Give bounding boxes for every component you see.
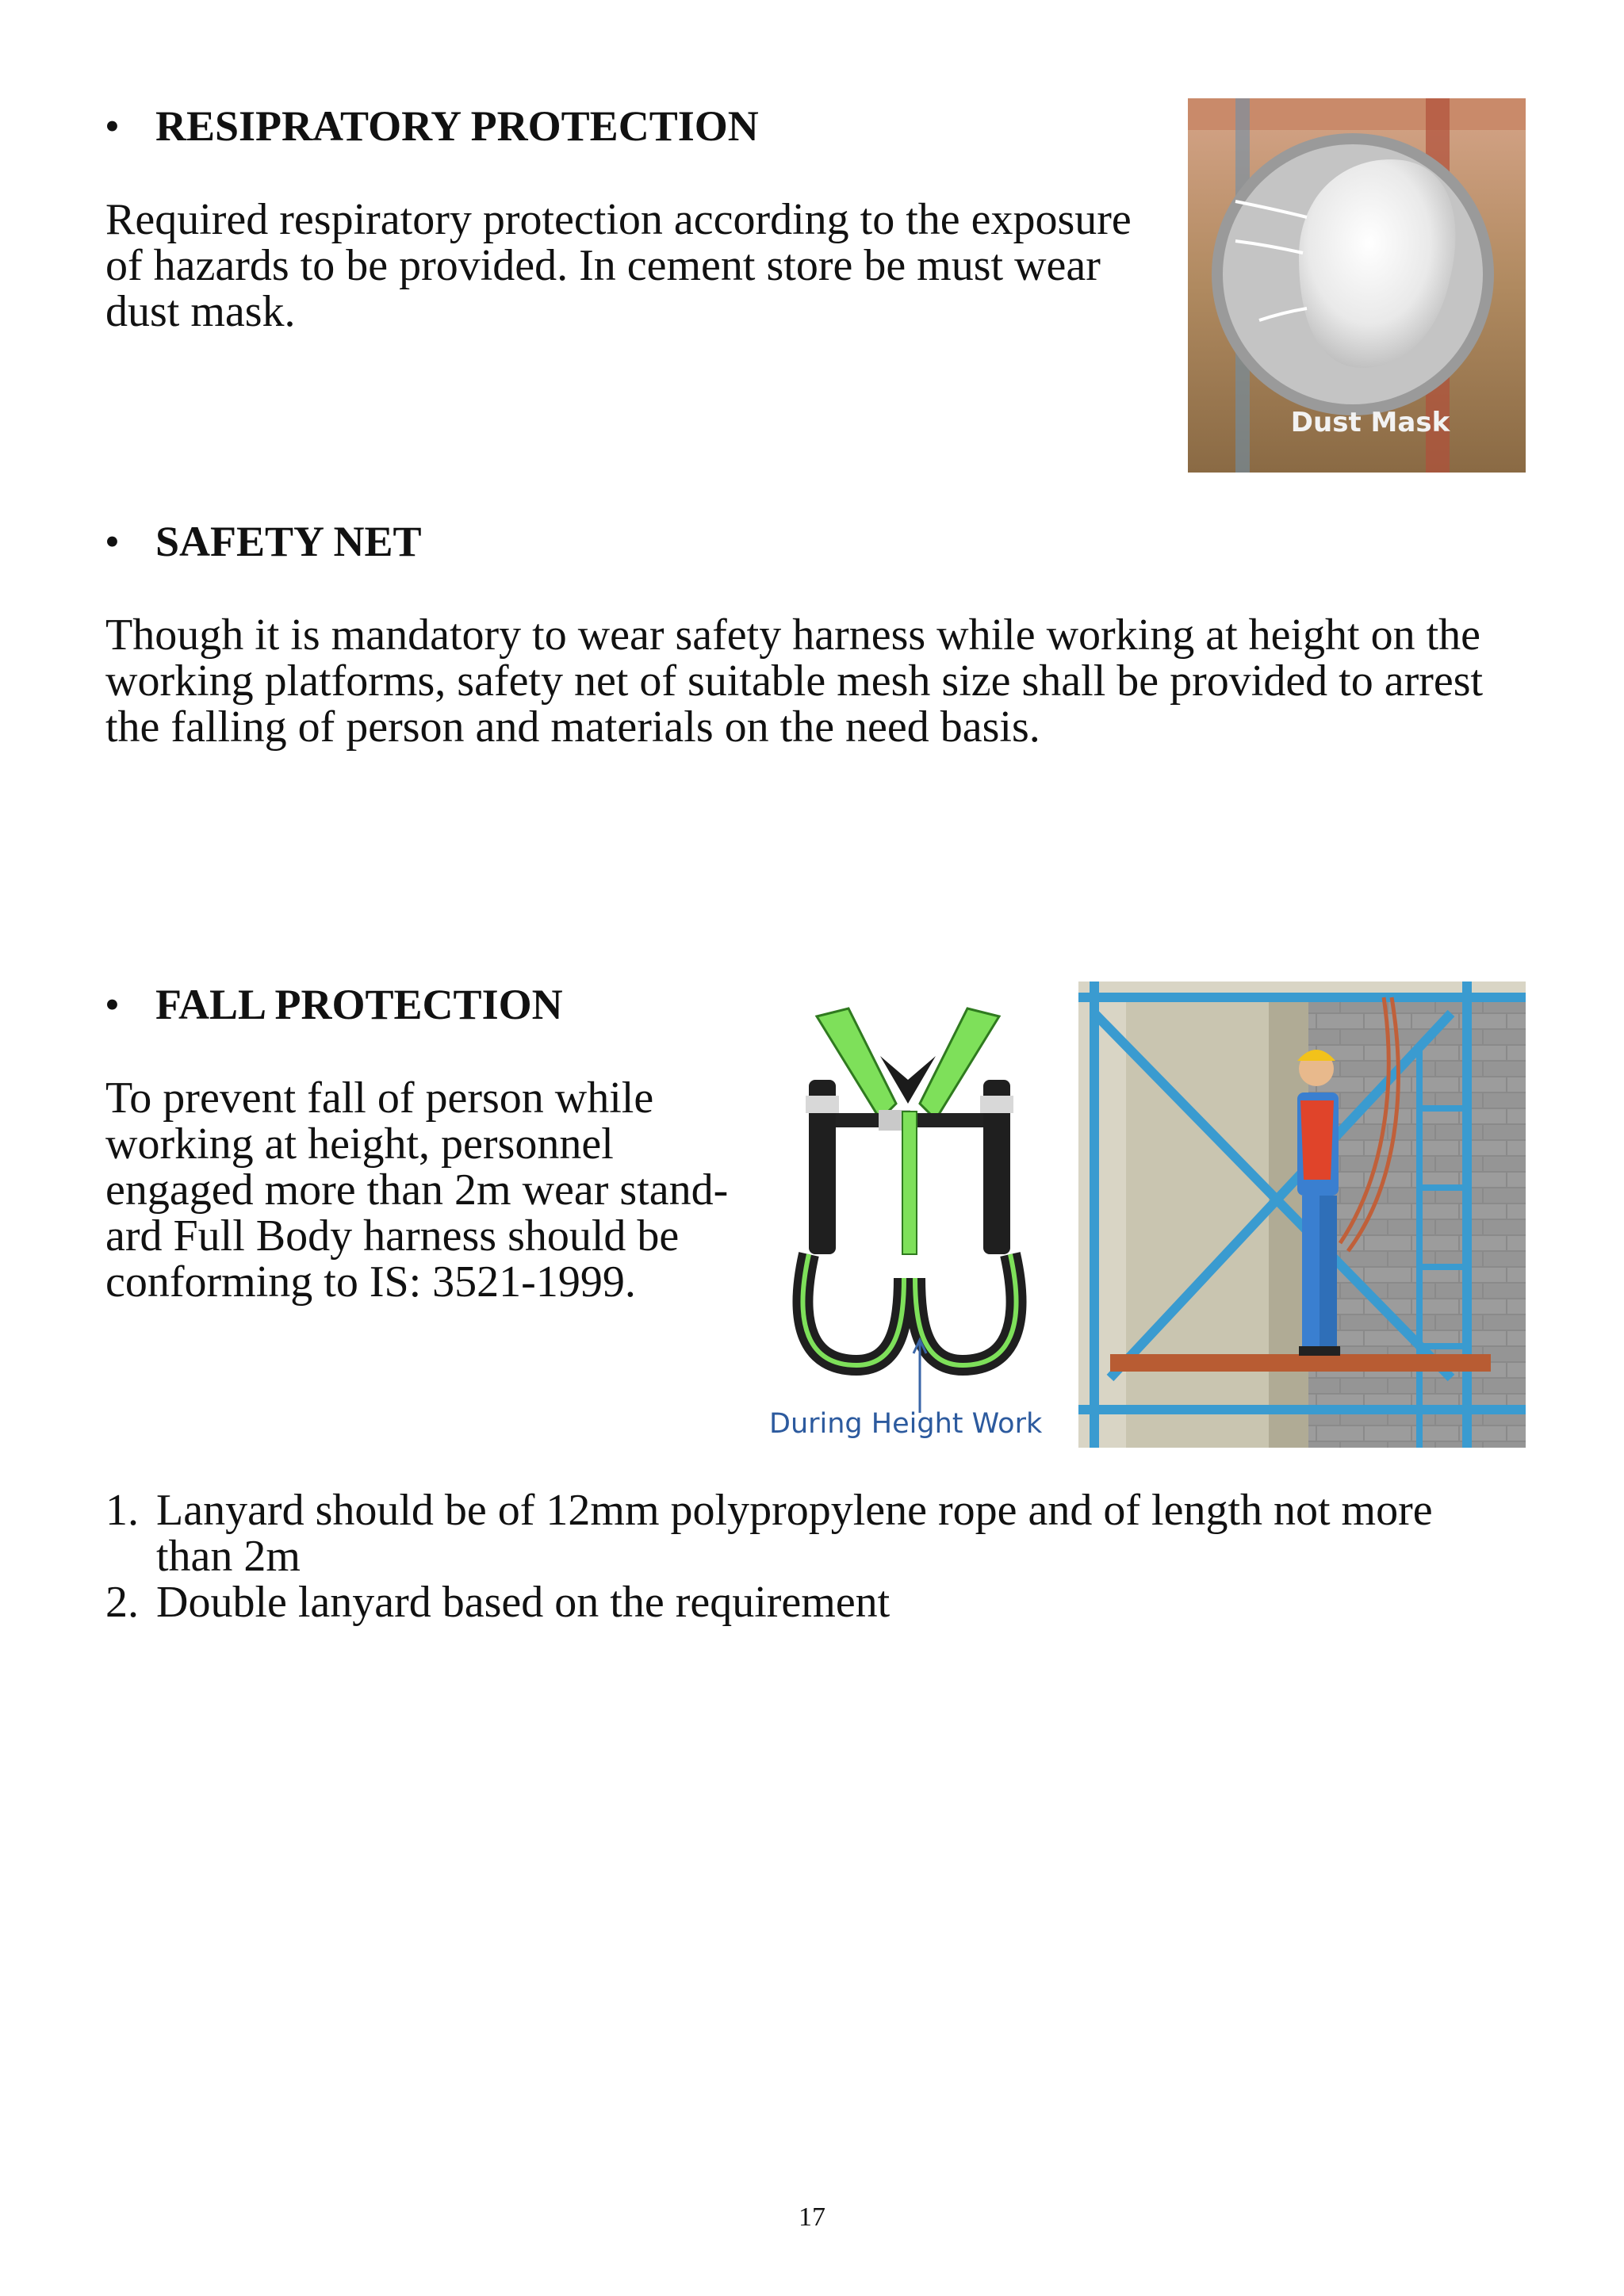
lanyard-requirements-list xyxy=(105,1487,1517,1625)
list-item-number: 1. xyxy=(105,1486,139,1535)
list-item xyxy=(105,1579,1517,1625)
worker-on-scaffold-image xyxy=(1078,982,1526,1448)
list-item-number: 2. xyxy=(105,1578,139,1627)
dust-mask-illustration xyxy=(1188,98,1526,473)
list-item-text: Lanyard should be of 12mm polypropylene rope and of length not more than 2m xyxy=(156,1486,1433,1581)
harness-caption: During Height Work xyxy=(769,1408,1043,1440)
page-number: 17 xyxy=(799,2202,825,2232)
dust-mask-image xyxy=(1188,98,1526,473)
bullet-glyph: • xyxy=(105,102,120,150)
heading-respiratory-protection: • RESIPRATORY PROTECTION xyxy=(105,102,759,150)
list-item xyxy=(105,1487,1517,1579)
heading-safety-net: • SAFETY NET xyxy=(105,518,422,565)
dust-mask-caption: Dust Mask xyxy=(1290,407,1450,438)
bullet-glyph: • xyxy=(105,981,120,1028)
heading-fall-protection: • FALL PROTECTION xyxy=(105,981,563,1028)
harness-illustration xyxy=(761,993,1063,1452)
list-item-text: Double lanyard based on the requirement xyxy=(156,1578,891,1627)
fall-protection-paragraph: To prevent fall of person while working at height, personnel engaged more than 2m wear stand-ard Full Body harness should be conforming to IS: 3521-1999. xyxy=(105,1073,729,1307)
full-body-harness-image xyxy=(761,993,1063,1452)
respiratory-paragraph: Required respiratory protection according to the exposure of hazards to be provided. In cement store be must wear dust mask. xyxy=(105,195,1132,336)
bullet-glyph: • xyxy=(105,518,120,565)
safety-net-paragraph: Though it is mandatory to wear safety harness while working at height on the working platforms, safety net of suitable mesh size shall be provided to arrest the falling of person and materials on the need basis. xyxy=(105,610,1484,752)
scaffold-illustration xyxy=(1078,982,1526,1448)
